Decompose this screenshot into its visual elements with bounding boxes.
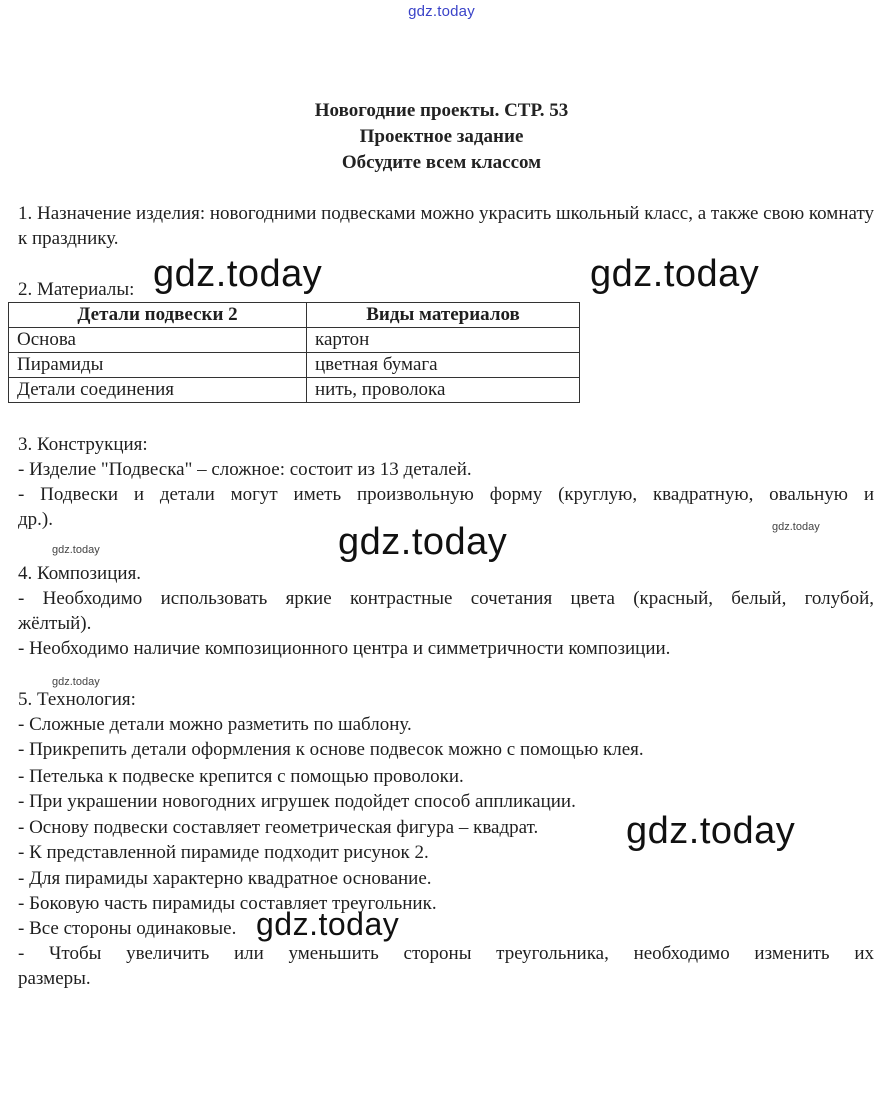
watermark: gdz.today [338, 521, 508, 563]
list-item: - Необходимо наличие композиционного центра и симметричности композиции. [18, 638, 671, 659]
section-construction-heading: 3. Конструкция: [18, 434, 148, 455]
section-technology-heading: 5. Технология: [18, 689, 136, 710]
list-item-continuation: жёлтый). [18, 613, 92, 634]
page-title: Новогодние проекты. СТР. 53 [314, 100, 569, 121]
list-item: - Сложные детали можно разметить по шаблону. [18, 714, 412, 735]
list-item: - Для пирамиды характерно квадратное основание. [18, 868, 432, 889]
table-header-cell: Виды материалов [307, 303, 580, 328]
section-composition-heading: 4. Композиция. [18, 563, 142, 584]
list-item: - При украшении новогодних игрушек подойдет способ аппликации. [18, 791, 576, 812]
list-item-continuation: др.). [18, 509, 53, 530]
list-item: - Необходимо использовать яркие контрастные сочетания цвета (красный, белый, голубой, [18, 588, 874, 609]
table-row [9, 353, 580, 378]
page-subtitle-2: Обсудите всем классом [341, 152, 542, 173]
table-row [9, 378, 580, 403]
watermark-small: gdz.today [52, 544, 100, 556]
table-cell: Пирамиды [9, 353, 307, 378]
watermark-top: gdz.today [408, 3, 475, 20]
table-header-row [9, 303, 580, 328]
table-cell: цветная бумага [307, 353, 580, 378]
list-item: - Основу подвески составляет геометрическая фигура – квадрат. [18, 817, 539, 838]
page-subtitle: Проектное задание [359, 126, 524, 147]
list-item: - Подвески и детали могут иметь произвольную форму (круглую, квадратную, овальную и [18, 484, 874, 505]
watermark-small: gdz.today [52, 676, 100, 688]
section-materials-heading: 2. Материалы: [18, 279, 135, 300]
materials-table [8, 302, 580, 403]
list-item: - К представленной пирамиде подходит рисунок 2. [18, 842, 429, 863]
list-item: - Чтобы увеличить или уменьшить стороны треугольника, необходимо изменить их [18, 943, 874, 964]
table-cell: картон [307, 328, 580, 353]
list-item-continuation: размеры. [18, 968, 91, 989]
watermark: gdz.today [153, 253, 323, 295]
table-row [9, 328, 580, 353]
table-header-cell: Детали подвески 2 [9, 303, 307, 328]
list-item: - Прикрепить детали оформления к основе подвесок можно с помощью клея. [18, 739, 644, 760]
list-item: - Все стороны одинаковые. [18, 918, 237, 939]
table-cell: Основа [9, 328, 307, 353]
watermark: gdz.today [590, 253, 760, 295]
list-item: - Петелька к подвеске крепится с помощью проволоки. [18, 766, 464, 787]
table-cell: нить, проволока [307, 378, 580, 403]
section-purpose: 1. Назначение изделия: новогодними подвесками можно украсить школьный класс, а также свою комнату к празднику. [18, 203, 874, 249]
list-item: - Боковую часть пирамиды составляет треугольник. [18, 893, 437, 914]
table-cell: Детали соединения [9, 378, 307, 403]
watermark: gdz.today [256, 906, 400, 942]
list-item: - Изделие "Подвеска" – сложное: состоит из 13 деталей. [18, 459, 472, 480]
watermark-small: gdz.today [772, 521, 820, 533]
watermark: gdz.today [626, 810, 796, 852]
